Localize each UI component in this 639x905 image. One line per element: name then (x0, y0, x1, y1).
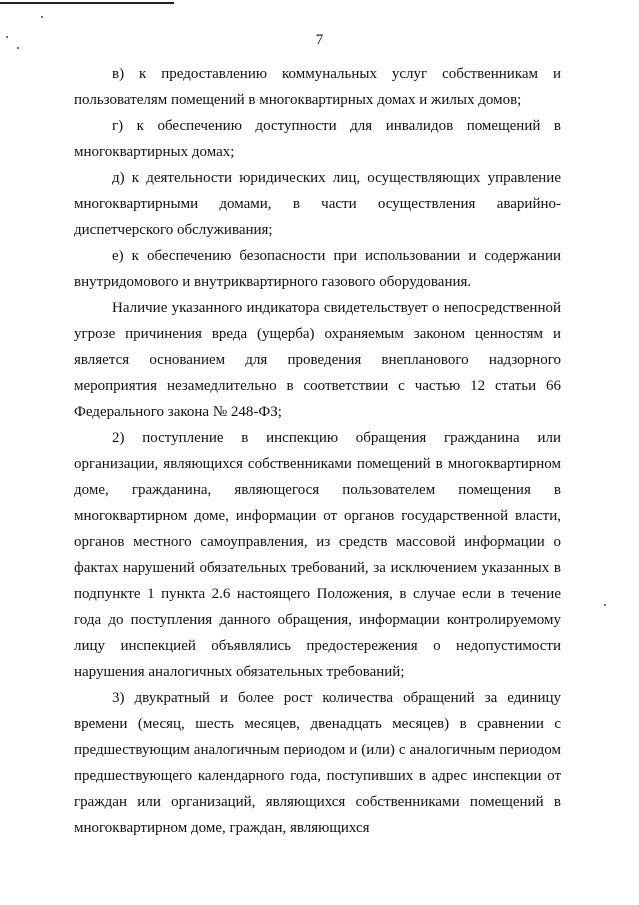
scan-speck (604, 604, 606, 606)
paragraph-subitem-d: д) к деятельности юридических лиц, осуществляющих управление многоквартирными домами, в части осуществления аварийно-диспетчерского обслуживания; (74, 170, 561, 238)
paragraph-indicator-note: Наличие указанного индикатора свидетельствует о непосредственной угрозе причинения вреда (ущерба) охраняемым законом ценностям и является основанием для проведения внепланового надзорного мероприятия незамедлительно в соответствии с частью 12 статьи 66 Федерального закона № 248-ФЗ; (74, 300, 561, 420)
page-number: 7 (315, 32, 324, 48)
paragraph-item-3: 3) двукратный и более рост количества обращений за единицу времени (месяц, шесть месяцев, двенадцать месяцев) в сравнении с предшествующим аналогичным периодом и (или) с аналогичным периодом предшествующего календарного года, поступивших в адрес инспекции от граждан или организаций, являющихся собственниками помещений в многоквартирном доме, граждан, являющихся (74, 690, 561, 836)
paragraph-subitem-v: в) к предоставлению коммунальных услуг собственникам и пользователям помещений в многоквартирных домах и жилых домов; (74, 66, 561, 108)
document-body (74, 61, 561, 841)
paragraph-subitem-e: е) к обеспечению безопасности при использовании и содержании внутридомового и внутриквартирного газового оборудования. (74, 248, 561, 290)
scan-speck (41, 16, 43, 18)
paragraph-subitem-g: г) к обеспечению доступности для инвалидов помещений в многоквартирных домах; (74, 118, 561, 160)
top-edge-line (0, 2, 174, 4)
paragraph-item-2: 2) поступление в инспекцию обращения гражданина или организации, являющихся собственниками помещений в многоквартирном доме, гражданина, являющегося пользователем помещения в многоквартирном доме, информации от органов государственной власти, органов местного самоуправления, из средств массовой информации о фактах нарушений обязательных требований, за исключением указанных в подпункте 1 пункта 2.6 настоящего Положения, в случае если в течение года до поступления данного обращения, информации контролируемому лицу инспекцией объявлялись предостережения о недопустимости нарушения аналогичных обязательных требований; (74, 430, 561, 680)
